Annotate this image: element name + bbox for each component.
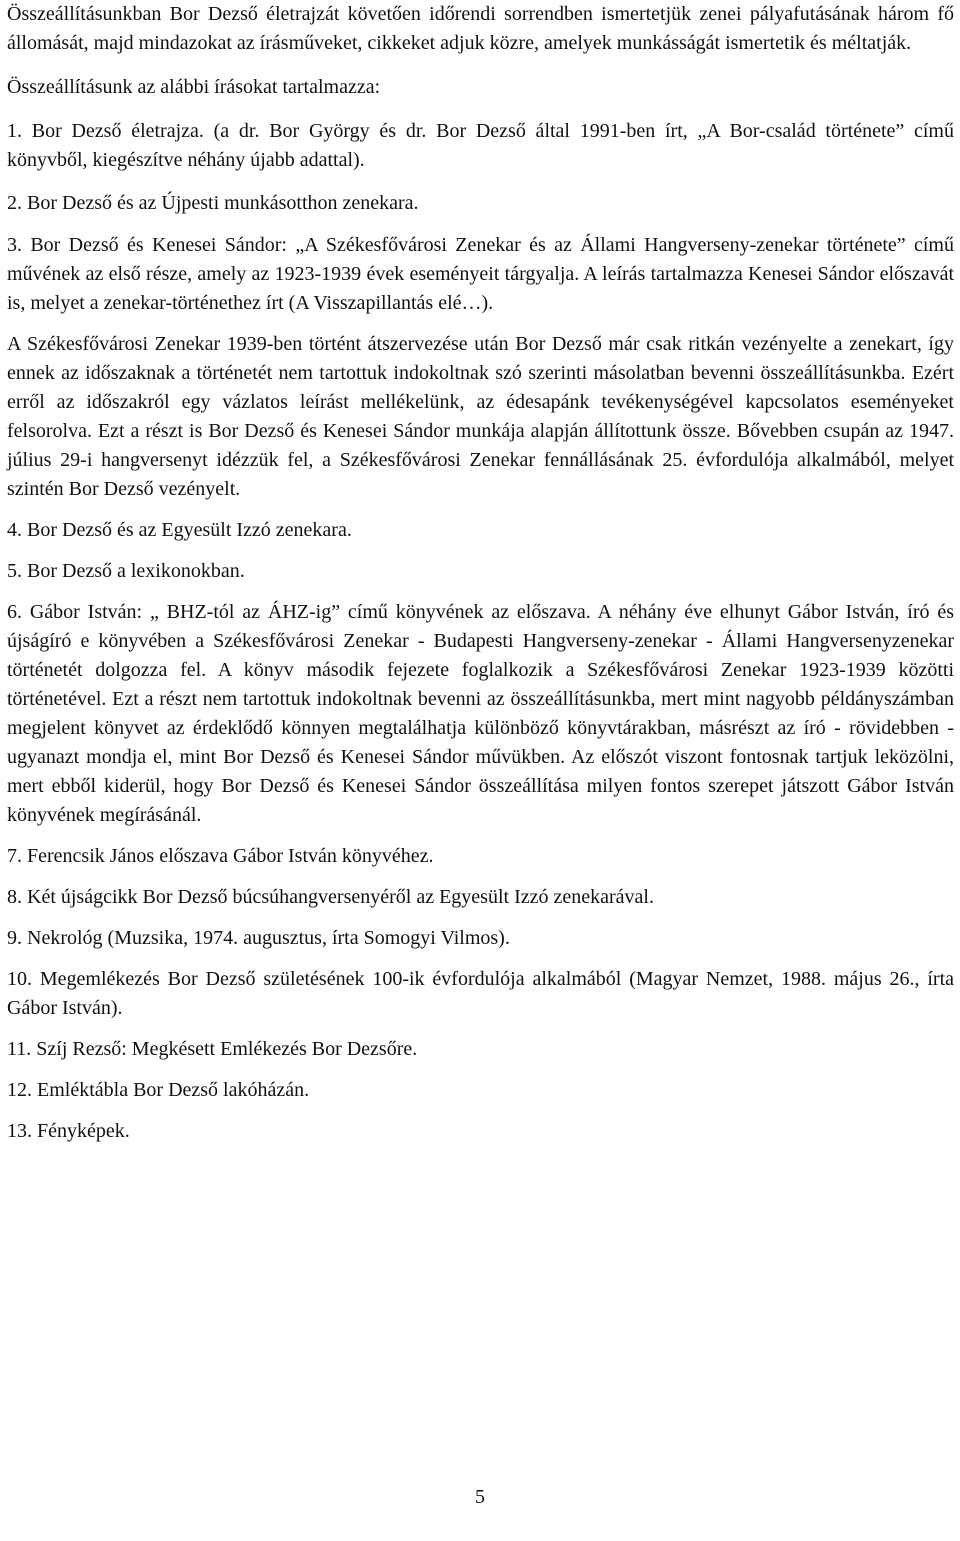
- list-item-9: 9. Nekrológ (Muzsika, 1974. augusztus, írta Somogyi Vilmos).: [7, 927, 510, 949]
- list-item-12: 12. Emléktábla Bor Dezső lakóházán.: [7, 1079, 310, 1101]
- list-item-6: 6. Gábor István: „ BHZ-tól az ÁHZ-ig” című könyvének az előszava. A néhány éve elhunyt Gábor István, író és újságíró e könyvében a Székesfővárosi Zenekar - Budapesti Hangverseny-zenekar - Állami Hangversenyzenekar történetét dolgozza fel. A könyv második fejezete foglalkozik a Székesfővárosi Zenekar 1923-1939 közötti történetével. Ezt a részt nem tartottuk indokoltnak bevenni az összeállításunkba, mert mint nagyobb példányszámban megjelent könyvet az érdeklődő könnyen megtalálhatja különböző könyvtárakban, másrészt az író - rövidebben - ugyanazt mondja el, mint Bor Dezső és Kenesei Sándor művükben. Az előszót viszont fontosnak tartjuk leközölni, mert ebből kiderül, hogy Bor Dezső és Kenesei Sándor összeállítása milyen fontos szerepet játszott Gábor István könyvének megírásánál.: [7, 601, 954, 826]
- list-item-1: 1. Bor Dezső életrajza. (a dr. Bor György és dr. Bor Dezső által 1991-ben írt, „A Bor-család története” című könyvből, kiegészítve néhány újabb adattal).: [7, 120, 954, 171]
- list-item-11: 11. Szíj Rezső: Megkésett Emlékezés Bor Dezsőre.: [7, 1038, 418, 1060]
- contents-lead: Összeállításunk az alábbi írásokat tartalmazza:: [7, 76, 381, 98]
- intro-paragraph: Összeállításunkban Bor Dezső életrajzát követően időrendi sorrendben ismertetjük zenei pályafutásának három fő állomását, majd mindazokat az írásműveket, cikkeket adjuk közre, amelyek munkásságát ismertetik és méltatják.: [7, 3, 954, 54]
- list-item-3: 3. Bor Dezső és Kenesei Sándor: „A Székesfővárosi Zenekar és az Állami Hangverseny-zenekar története” című művének az első része, amely az 1923-1939 évek eseményeit tárgyalja. A leírás tartalmazza Kenesei Sándor előszavát is, melyet a zenekar-történethez írt (A Visszapillantás elé…).: [7, 234, 954, 314]
- list-item-5: 5. Bor Dezső a lexikonokban.: [7, 560, 245, 582]
- middle-paragraph: A Székesfővárosi Zenekar 1939-ben történt átszervezése után Bor Dezső már csak ritkán vezényelte a zenekart, így ennek az időszaknak a történetét nem tartottuk indokoltnak szó szerinti másolatban bevenni összeállításunkba. Ezért erről az időszakról egy vázlatos leírást mellékelünk, az édesapánk tevékenységével kapcsolatos eseményeket felsorolva. Ezt a részt is Bor Dezső és Kenesei Sándor munkája alapján állítottunk össze. Bővebben csupán az 1947. július 29-i hangversenyt idézzük fel, a Székesfővárosi Zenekar fennállásának 25. évfordulója alkalmából, melyet szintén Bor Dezső vezényelt.: [7, 333, 954, 500]
- list-item-10: 10. Megemlékezés Bor Dezső születésének 100-ik évfordulója alkalmából (Magyar Nemzet, 1988. május 26., írta Gábor István).: [7, 968, 954, 1019]
- document-page: [7, 0, 954, 1146]
- list-item-2: 2. Bor Dezső és az Újpesti munkásotthon zenekara.: [7, 192, 419, 214]
- list-item-13: 13. Fényképek.: [7, 1120, 130, 1142]
- list-item-7: 7. Ferencsik János előszava Gábor István könyvéhez.: [7, 845, 434, 867]
- page-number: 5: [475, 1486, 485, 1508]
- list-item-4: 4. Bor Dezső és az Egyesült Izzó zenekara.: [7, 519, 352, 541]
- list-item-8: 8. Két újságcikk Bor Dezső búcsúhangversenyéről az Egyesült Izzó zenekarával.: [7, 886, 654, 908]
